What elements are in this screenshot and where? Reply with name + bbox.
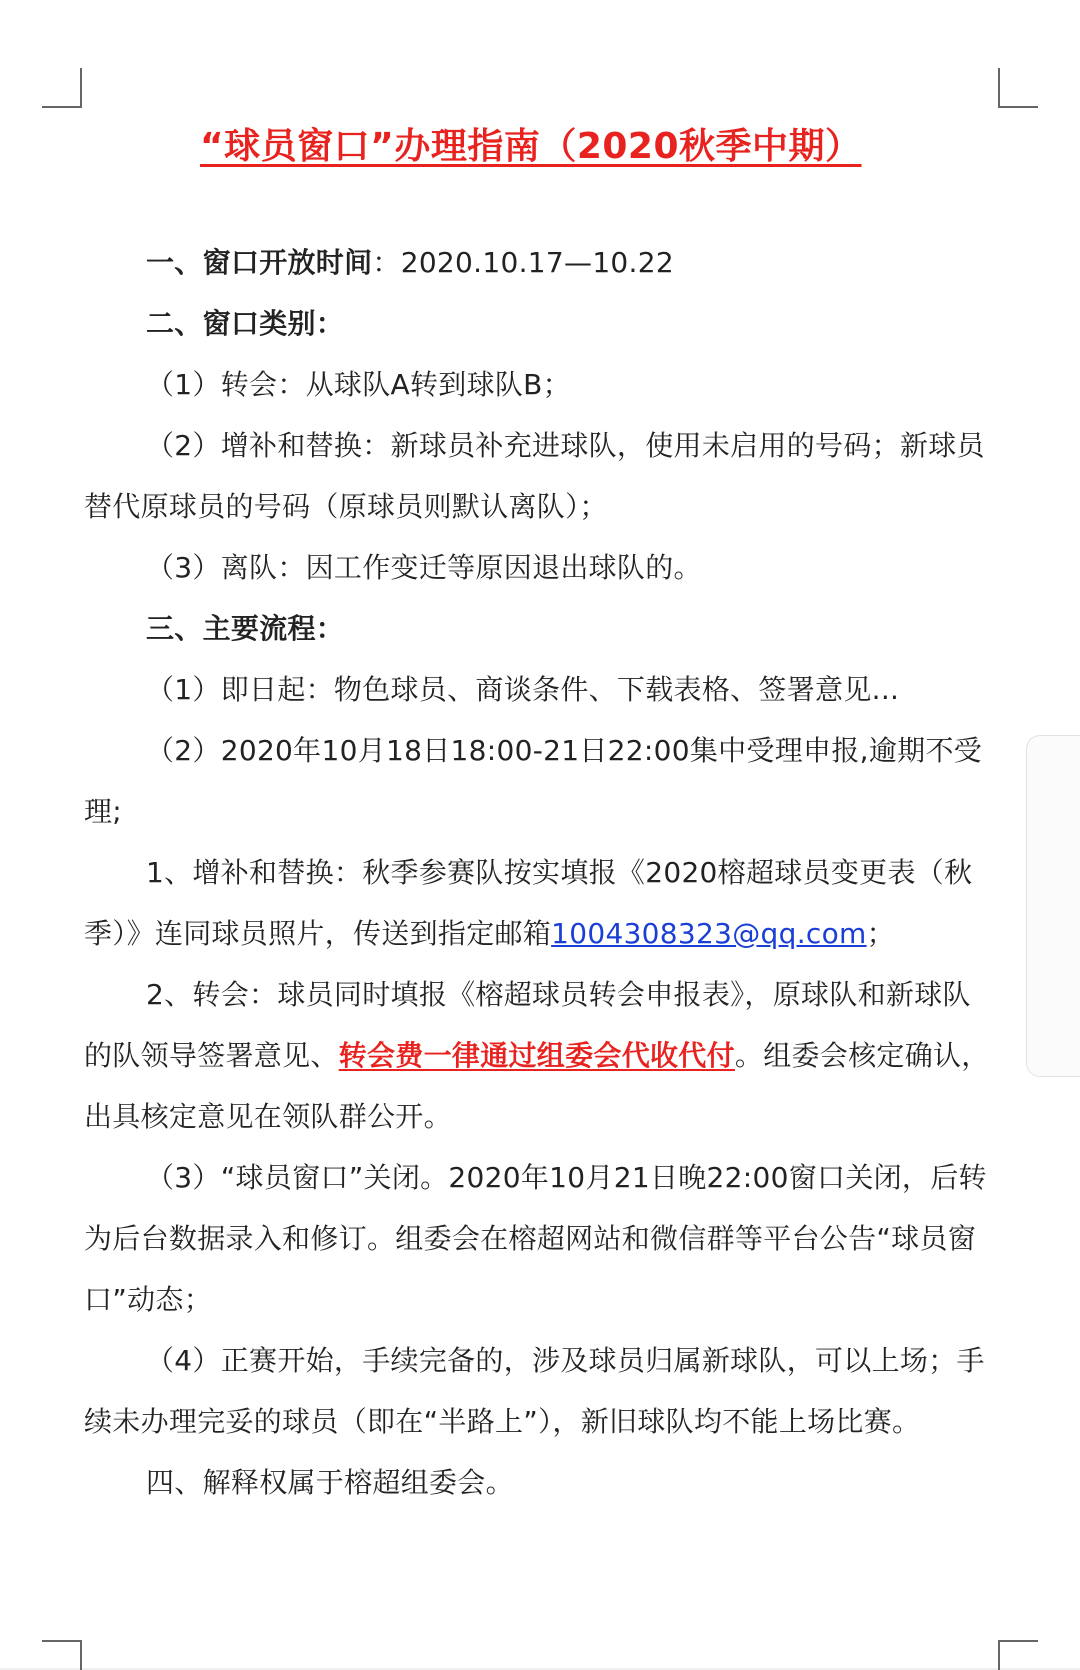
email-link[interactable]: 1004308323@qq.com	[551, 917, 867, 950]
section-heading: 一、窗口开放时间	[146, 246, 373, 279]
list-item	[84, 964, 998, 1147]
sub-item-text: 1、增补和替换：秋季参赛队按实填报《2020榕超球员变更表（秋季）》连同球员照片，传送到指定邮箱	[84, 856, 973, 950]
section-heading: 二、窗口类别：	[146, 307, 345, 340]
crop-mark-top-left	[42, 68, 82, 108]
sub-item-end: ；	[866, 917, 895, 950]
list-item: （1）转会：从球队A转到球队B；	[146, 368, 571, 401]
sub-item-end: 。组委会核定确认，出具核定意见在领队群公开。	[84, 1039, 990, 1133]
list-item: （3）离队：因工作变迁等原因退出球队的。	[146, 551, 702, 584]
list-item: （1）即日起：物色球员、商谈条件、下载表格、签署意见...	[146, 673, 900, 706]
document-body	[84, 232, 998, 1513]
section-heading: 三、主要流程：	[146, 612, 345, 645]
document-title: “球员窗口”办理指南（2020秋季中期）	[200, 126, 862, 167]
crop-mark-top-right	[998, 68, 1038, 108]
open-time-value: ：2020.10.17—10.22	[372, 246, 674, 279]
crop-mark-bottom-left	[42, 1640, 82, 1670]
crop-mark-bottom-right	[998, 1640, 1038, 1670]
section-open-time	[84, 232, 998, 293]
sub-item-text: 2、转会：球员同时填报《榕超球员转会申报表》，原球队和新球队的队领导签署意见、	[84, 978, 971, 1072]
list-item: （4）正赛开始，手续完备的，涉及球员归属新球队，可以上场；手续未办理完妥的球员（即在“半路上”），新旧球队均不能上场比赛。	[84, 1344, 985, 1438]
scroll-handle[interactable]	[1026, 735, 1080, 1077]
list-item: （2）2020年10月18日18:00-21日22:00集中受理申报,逾期不受理;	[84, 734, 983, 828]
list-item: （3）“球员窗口”关闭。2020年10月21日晚22:00窗口关闭，后转为后台数据录入和修订。组委会在榕超网站和微信群等平台公告“球员窗口”动态；	[84, 1161, 987, 1316]
list-item	[84, 842, 998, 964]
section-footer: 四、解释权属于榕超组委会。	[146, 1466, 514, 1499]
highlight-text: 转会费一律通过组委会代收代付	[338, 1039, 735, 1072]
list-item: （2）增补和替换：新球员补充进球队，使用未启用的号码；新球员替代原球员的号码（原球员则默认离队）；	[84, 429, 985, 523]
